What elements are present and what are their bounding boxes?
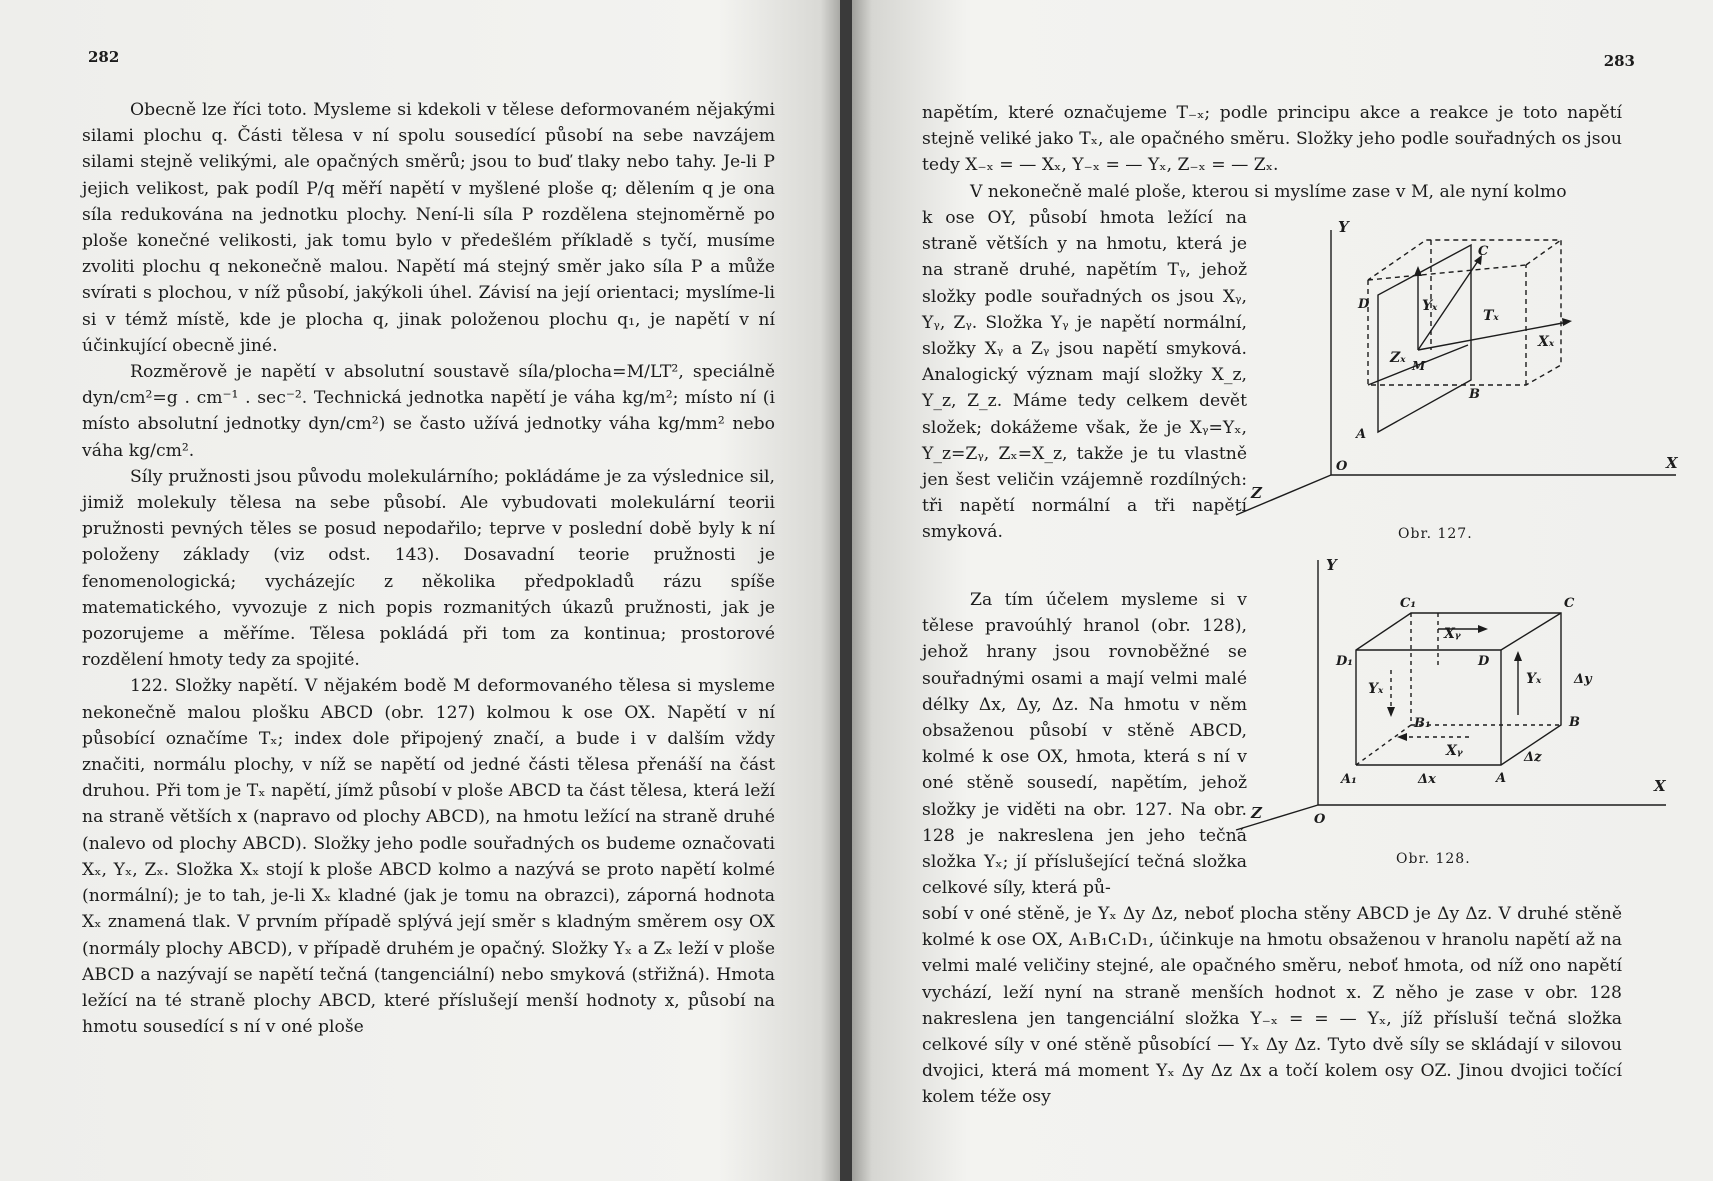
paragraph: k ose OY, působí hmota ležící na straně větších y na hmotu, která je na straně druhé, napětím Tᵧ, jehož složky podle souřadných os jsou Xᵧ, Yᵧ, Zᵧ. Složka Yᵧ je napětí normální, složky Xᵧ a Zᵧ jsou napětí smyková. Analogický význam mají složky X_z, Y_z, Z_z. Máme tedy celkem devět složek; dokážeme však, že je Xᵧ=Yₓ, Y_z=Zᵧ, Zₓ=X_z, takže je tu vlastně jen šest veličin vzájemně rozdílných: tři napětí normální a tři napětí smyková.: [922, 208, 1247, 543]
label-d1: D₁: [1336, 654, 1353, 669]
label-o: O: [1336, 459, 1348, 474]
right-page-bottom-text: [922, 901, 1622, 1111]
figure-127-diagram: [1251, 210, 1696, 510]
label-a: A: [1356, 427, 1367, 442]
paragraph-section-122: 122. Složky napětí. V nějakém bodě M deformovaného tělesa si mysleme nekonečně malou plošku ABCD (obr. 127) kolmou k ose OX. Napětí v ní působící označíme Tₓ; index dole připojený značí, a bude i v dalším vždy značiti, normálu plochy, v níž se napětí od jedné části tělesa přenáší na část druhou. Při tom je Tₓ napětí, jímž působí v ploše ABCD ta část tělesa, která leží na straně větších x (napravo od plochy ABCD), na hmotu ležící na straně druhé (nalevo od plochy ABCD). Složky jeho podle souřadných os budeme označovati Xₓ, Yₓ, Zₓ. Složka Xₓ stojí k ploše ABCD kolmo a nazývá se proto napětí kolmé (normální); je to tah, je-li Xₓ kladné (jak je tomu na obrazci), záporná hodnota Xₓ znamená tlak. V prvním případě splývá její směr s kladným směrem osy OX (normály plochy ABCD), v případě druhém je opačný. Složky Yₓ a Zₓ leží v ploše ABCD a nazývají se napětí tečná (tangenciální) nebo smyková (střižná). Hmota ležící na té straně plochy ABCD, které příslušejí menší hodnoty x, působí na hmotu sousedící s ní v oné ploše: [82, 676, 775, 1038]
right-page-column-text-2: [922, 587, 1247, 901]
label-zx: Zₓ: [1390, 350, 1406, 366]
label-b1: B₁: [1414, 716, 1431, 731]
left-page: [0, 0, 846, 1181]
page-number: 283: [1603, 52, 1635, 70]
label-x: X: [1666, 454, 1678, 472]
right-page: [846, 0, 1713, 1181]
label-dz: Δz: [1524, 750, 1542, 765]
label-y: Y: [1326, 556, 1337, 574]
figure-127: [1251, 210, 1696, 510]
label-c: C: [1564, 596, 1575, 611]
label-x: X: [1654, 777, 1666, 795]
label-dx: Δx: [1418, 772, 1436, 787]
label-z: Z: [1251, 804, 1262, 822]
label-yx-left: Yₓ: [1368, 681, 1384, 697]
figure-128-diagram: [1251, 556, 1696, 835]
label-yx: Yₓ: [1422, 298, 1438, 314]
label-y: Y: [1338, 218, 1349, 236]
paragraph: sobí v oné stěně, je Yₓ Δy Δz, neboť plocha stěny ABCD je Δy Δz. V druhé stěně kolmé k ose OX, A₁B₁C₁D₁, účinkuje na hmotu obsaženou v hranolu napětí až na velmi malé veličiny stejné, ale opačného směru, neboť hmota, od níž ono napětí vychází, leží nyní na straně menších hodnot x. Z něho je zase v obr. 128 nakreslena jen tangenciální složka Y₋ₓ = = — Yₓ, jíž přísluší tečná složka celkové síly v oné stěně působící — Yₓ Δy Δz. Tyto dvě síly se skládají v silovou dvojici, která má moment Yₓ Δy Δz Δx a točí kolem osy OZ. Jinou dvojici točící kolem téže osy: [922, 904, 1622, 1108]
label-o: O: [1314, 812, 1326, 827]
paragraph: Rozměrově je napětí v absolutní soustavě síla/plocha=M/LT², speciálně dyn/cm²=g . cm⁻¹ . sec⁻². Technická jednotka napětí je váha kg/m²; místo ní (i místo absolutní jednotky dyn/cm²) se často užívá jednotky váha kg/mm² nebo váha kg/cm².: [82, 362, 775, 461]
label-a: A: [1496, 771, 1507, 786]
label-a1: A₁: [1341, 772, 1357, 787]
prism-edge: [1501, 613, 1561, 650]
right-page-top-text: [922, 100, 1622, 205]
label-c1: C₁: [1400, 596, 1417, 611]
book-gutter: [840, 0, 852, 1181]
figure-128-caption: Obr. 128.: [1396, 851, 1471, 867]
right-page-column-text-1: [922, 205, 1247, 546]
label-b: B: [1469, 387, 1480, 402]
label-m: M: [1412, 359, 1426, 373]
paragraph: Obecně lze říci toto. Mysleme si kdekoli v tělese deformovaném nějakými silami plochu q. Části tělesa v ní spolu sousedící působí na sebe navzájem silami stejně velikými, ale opačných směrů; jsou to buď tlaky nebo tahy. Je-li P jejich velikost, pak podíl P/q měří napětí v myšlené ploše q; dělením q je ona síla redukována na jednotku plochy. Není-li síla P rozdělena stejnoměrně po ploše konečné velikosti, jak tomu bylo v předešlém příkladě s tyčí, musíme zvoliti plochu q nekonečně malou. Napětí má stejný směr jako síla P a může svírati s plochou, v níž působí, jakýkoli úhel. Závisí na její orientaci; myslíme-li si v témž místě, kde je plocha q, jinak položenou plochu q₁, je napětí v ní účinkující obecně jiné.: [82, 100, 775, 356]
z-axis: [1236, 805, 1318, 830]
page-number: 282: [88, 48, 120, 66]
label-xy-top: Xᵧ: [1444, 626, 1461, 642]
figure-128: [1251, 556, 1696, 835]
paragraph: napětím, které označujeme T₋ₓ; podle principu akce a reakce je toto napětí stejně veliké jako Tₓ, ale opačného směru. Složky jeho podle souřadných os jsou tedy X₋ₓ = — Xₓ, Y₋ₓ = — Yₓ, Z₋ₓ = — Zₓ.: [922, 103, 1622, 176]
plane-abcd: [1378, 245, 1471, 432]
label-xy-bottom: Xᵧ: [1446, 743, 1463, 759]
label-tx: Tₓ: [1483, 308, 1499, 324]
label-dy: Δy: [1574, 672, 1592, 687]
label-c: C: [1478, 244, 1489, 259]
label-d: D: [1358, 297, 1370, 312]
paragraph: Síly pružnosti jsou původu molekulárního; pokládáme je za výslednice sil, jimiž molekuly tělesa na sebe působí. Ale vybudovati molekulární teorii pružnosti pevných těles se posud nepodařilo; teprve v poslední době byly k ní položeny základy (viz odst. 143). Dosavadní teorie pružnosti je fenomenologická; vycházejíc z několika předpokladů rázu spíše matematického, vyvozuje z nich popis rozmanitých úkazů pružnosti, jak je pozorujeme a měříme. Tělesa pokládá při tom za kontinua; prostorové rozdělení hmoty tedy za spojité.: [82, 466, 775, 671]
left-page-body: [82, 97, 775, 1040]
label-xx: Xₓ: [1538, 334, 1555, 350]
paragraph: V nekonečně malé ploše, kterou si myslíme zase v M, ale nyní kolmo: [970, 181, 1567, 202]
paragraph: Za tím účelem mysleme si v tělese pravoúhlý hranol (obr. 128), jehož hrany jsou rovnoběžné se souřadnými osami a mají velmi malé délky Δx, Δy, Δz. Na hmotu v něm obsaženou působí v stěně ABCD, kolmé k ose OX, hmota, která s ní v oné stěně sousedí, napětím, jehož složky je viděti na obr. 127. Na obr. 128 je nakreslena jen jeho tečná složka Yₓ; jí příslušející tečná složka celkové síly, která pů-: [922, 590, 1247, 899]
figure-127-caption: Obr. 127.: [1398, 526, 1473, 542]
label-d: D: [1478, 654, 1490, 669]
label-yx-right: Yₓ: [1526, 671, 1542, 687]
label-b: B: [1569, 715, 1580, 730]
label-z: Z: [1251, 484, 1262, 502]
